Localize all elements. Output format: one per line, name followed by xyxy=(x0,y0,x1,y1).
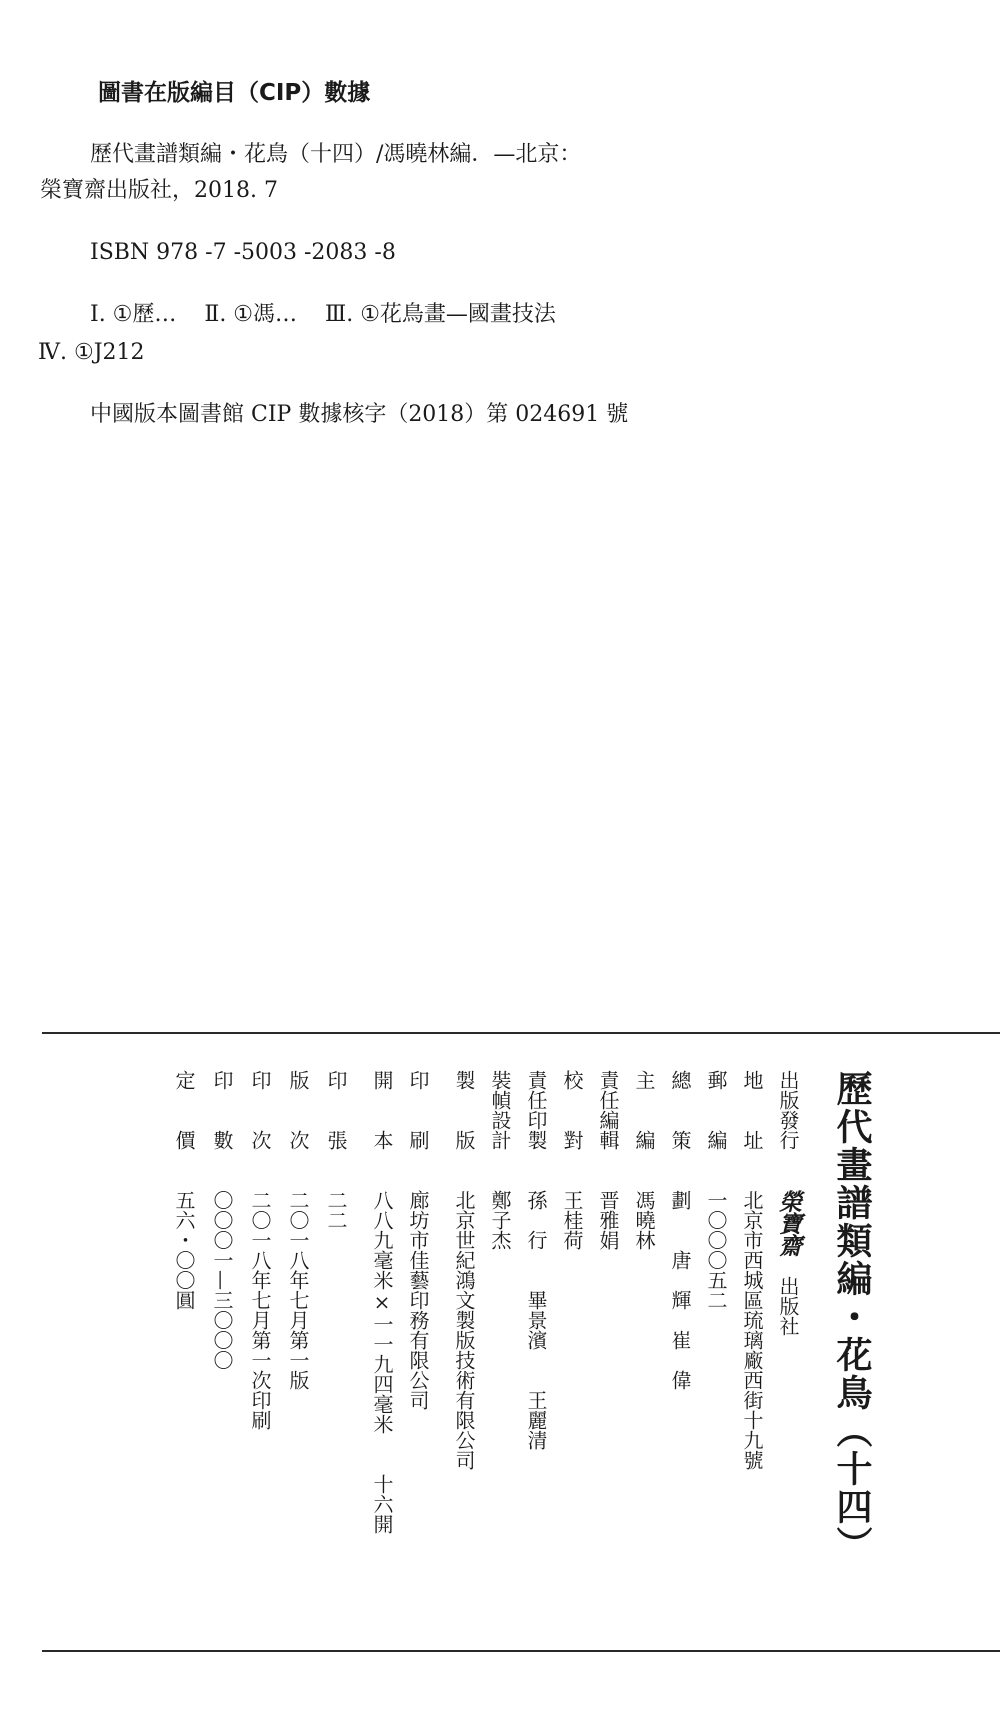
row-value: 廊坊市佳藝印務有限公司 xyxy=(406,1190,430,1410)
row-label: 郵 編 xyxy=(704,1070,728,1150)
row-value: 五六・〇〇圓 xyxy=(172,1190,196,1310)
row-label: 地 址 xyxy=(740,1070,764,1150)
cip-title-line: 歷代畫譜類編・花鳥（十四）/馮曉林編．—北京： xyxy=(90,142,582,167)
row-publisher xyxy=(774,1070,802,1336)
row-label: 主 編 xyxy=(632,1070,656,1150)
bottom-divider xyxy=(42,1650,1000,1652)
row-value: 唐 輝 崔 偉 xyxy=(668,1250,692,1390)
row-label: 總 策 劃 xyxy=(668,1070,692,1210)
row-label: 版 次 xyxy=(286,1070,310,1150)
row-label: 定 價 xyxy=(172,1070,196,1150)
cip-publisher-line: 榮寶齋出版社，2018. 7 xyxy=(40,178,278,203)
row-label: 開 本 xyxy=(370,1070,394,1150)
cip-classification-2: Ⅳ. ①J212 xyxy=(38,340,145,365)
publisher-suffix: 出版社 xyxy=(776,1276,800,1336)
row-printing xyxy=(404,1070,432,1410)
row-value: 馮曉林 xyxy=(632,1190,656,1250)
row-label: 印 數 xyxy=(210,1070,234,1150)
row-general-planner xyxy=(666,1070,694,1390)
row-value: 鄭子杰 xyxy=(488,1190,512,1250)
row-label: 責任編輯 xyxy=(596,1070,620,1150)
row-label: 印 刷 xyxy=(406,1070,430,1150)
row-print-supervisor xyxy=(522,1070,550,1450)
row-label: 校 對 xyxy=(560,1070,584,1150)
row-value: 孫 行 畢景濱 王麗清 xyxy=(524,1190,548,1450)
row-chief-editor xyxy=(630,1070,658,1250)
cip-heading: 圖書在版編目（CIP）數據 xyxy=(98,80,371,106)
row-format xyxy=(368,1070,396,1534)
cip-record-number: 中國版本圖書館 CIP 數據核字（2018）第 024691 號 xyxy=(90,402,629,427)
row-value: 北京世紀鴻文製版技術有限公司 xyxy=(452,1190,476,1470)
row-sheets xyxy=(322,1070,350,1230)
row-price xyxy=(170,1070,198,1310)
row-plate-making xyxy=(450,1070,478,1470)
row-value: 〇〇〇一—三〇〇〇 xyxy=(210,1190,234,1370)
colophon xyxy=(0,1070,1000,1650)
row-label: 出版發行 xyxy=(776,1070,800,1150)
row-label: 印 張 xyxy=(324,1070,348,1150)
row-address xyxy=(738,1070,766,1470)
row-value: 二二 xyxy=(324,1190,348,1230)
row-postcode xyxy=(702,1070,730,1310)
row-label: 裝幀設計 xyxy=(488,1070,512,1150)
row-proofreader xyxy=(558,1070,586,1250)
publisher-seal-logo: 榮寶齋 xyxy=(775,1190,802,1256)
row-edition xyxy=(284,1070,312,1390)
top-divider xyxy=(42,1032,1000,1034)
cip-classification-1: Ⅰ. ①歷… Ⅱ. ①馮… Ⅲ. ①花鳥畫—國畫技法 xyxy=(90,302,556,327)
row-impression xyxy=(246,1070,274,1430)
row-value: 晋雅娟 xyxy=(596,1190,620,1250)
row-label: 責任印製 xyxy=(524,1070,548,1150)
row-print-run xyxy=(208,1070,236,1370)
colophon-title: 歷代畫譜類編・花鳥（十四） xyxy=(831,1070,873,1564)
row-label: 製 版 xyxy=(452,1070,476,1150)
row-label: 印 次 xyxy=(248,1070,272,1150)
row-value: 二〇一八年七月第一版 xyxy=(286,1190,310,1390)
row-value: 北京市西城區琉璃廠西街十九號 xyxy=(740,1190,764,1470)
cip-isbn: ISBN 978 -7 -5003 -2083 -8 xyxy=(90,240,396,265)
row-responsible-editor xyxy=(594,1070,622,1250)
row-value: 一〇〇〇五二 xyxy=(704,1190,728,1310)
row-value: 八八九毫米×一一九四毫米 十六開 xyxy=(370,1190,394,1534)
row-binding-design xyxy=(486,1070,514,1250)
row-value: 王桂荷 xyxy=(560,1190,584,1250)
row-value: 二〇一八年七月第一次印刷 xyxy=(248,1190,272,1430)
